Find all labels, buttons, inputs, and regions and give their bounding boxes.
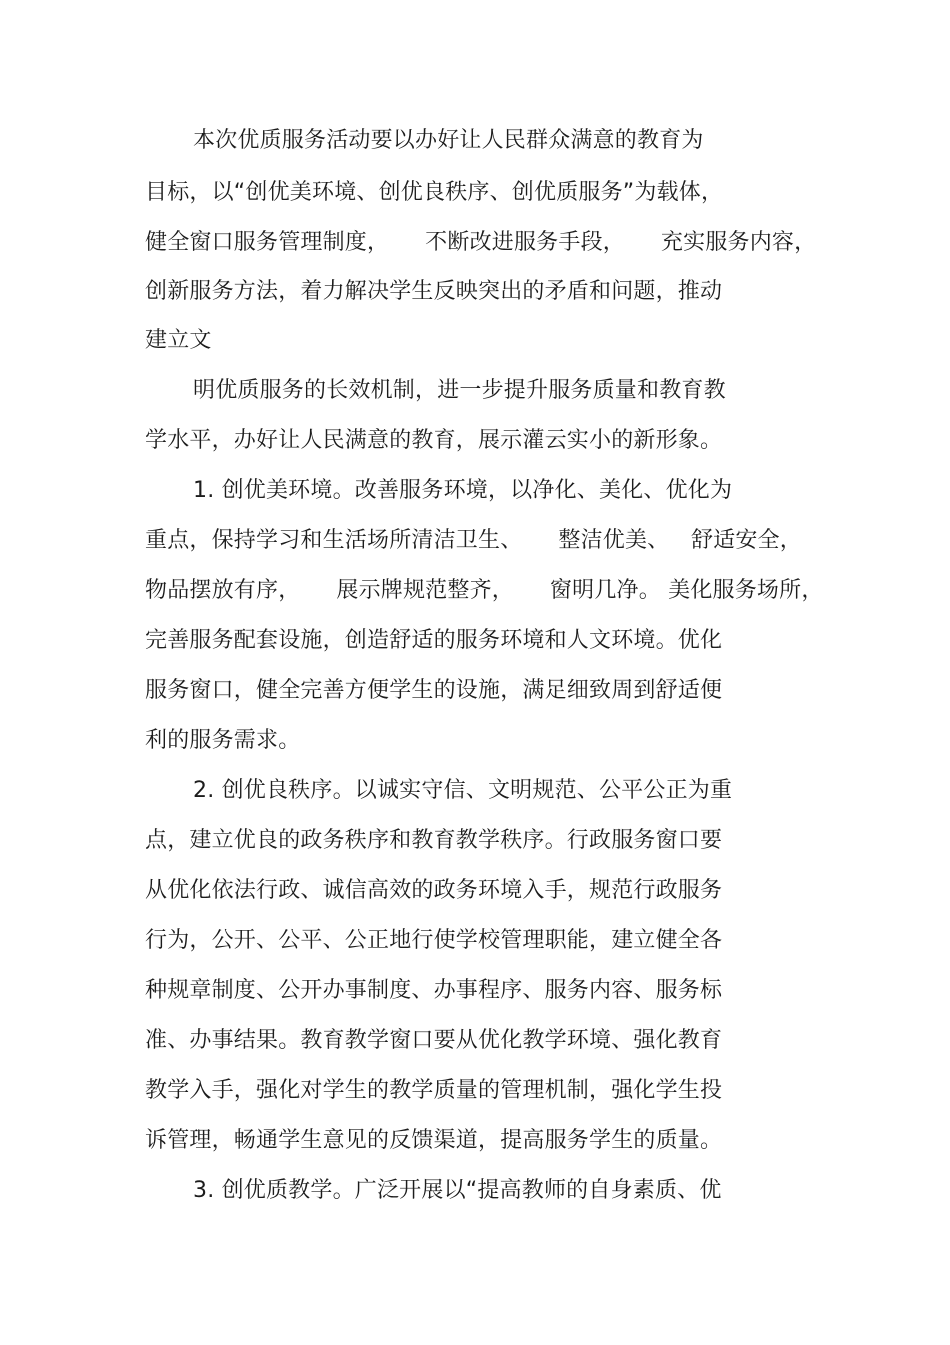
text-line: 明优质服务的长效机制，进一步提升服务质量和教育教	[193, 378, 726, 403]
text-line: 1. 创优美环境。改善服务环境，以净化、美化、优化为	[193, 478, 733, 503]
text-line: 行为，公开、公平、公正地行使学校管理职能，建立健全各	[145, 928, 723, 953]
text-line: 3. 创优质教学。广泛开展以“提高教师的自身素质、优	[193, 1178, 722, 1203]
text-line: 诉管理，畅通学生意见的反馈渠道，提高服务学生的质量。	[145, 1128, 723, 1153]
text-line: 目标，以“创优美环境、创优良秩序、创优质服务”为载体，	[145, 180, 724, 205]
text-line: 建立文	[145, 328, 212, 353]
text-line: 物品摆放有序， 展示牌规范整齐， 窗明几净。 美化服务场所，	[145, 578, 824, 603]
text-line: 重点，保持学习和生活场所清洁卫生、 整洁优美、 舒适安全，	[145, 528, 802, 553]
text-line: 创新服务方法，着力解决学生反映突出的矛盾和问题，推动	[145, 279, 723, 304]
text-line: 利的服务需求。	[145, 728, 301, 753]
text-line: 健全窗口服务管理制度， 不断改进服务手段， 充实服务内容，	[145, 230, 817, 255]
text-line: 教学入手，强化对学生的教学质量的管理机制，强化学生投	[145, 1078, 723, 1103]
text-line: 学水平，办好让人民满意的教育，展示灌云实小的新形象。	[145, 428, 723, 453]
text-line: 种规章制度、公开办事制度、办事程序、服务内容、服务标	[145, 978, 723, 1003]
text-line: 点，建立优良的政务秩序和教育教学秩序。行政服务窗口要	[145, 828, 723, 853]
text-line: 从优化依法行政、诚信高效的政务环境入手，规范行政服务	[145, 878, 723, 903]
text-line: 本次优质服务活动要以办好让人民群众满意的教育为	[193, 128, 704, 153]
text-line: 服务窗口，健全完善方便学生的设施，满足细致周到舒适便	[145, 678, 723, 703]
text-line: 完善服务配套设施，创造舒适的服务环境和人文环境。优化	[145, 628, 723, 653]
text-line: 准、办事结果。教育教学窗口要从优化教学环境、强化教育	[145, 1028, 723, 1053]
text-line: 2. 创优良秩序。以诚实守信、文明规范、公平公正为重	[193, 778, 733, 803]
